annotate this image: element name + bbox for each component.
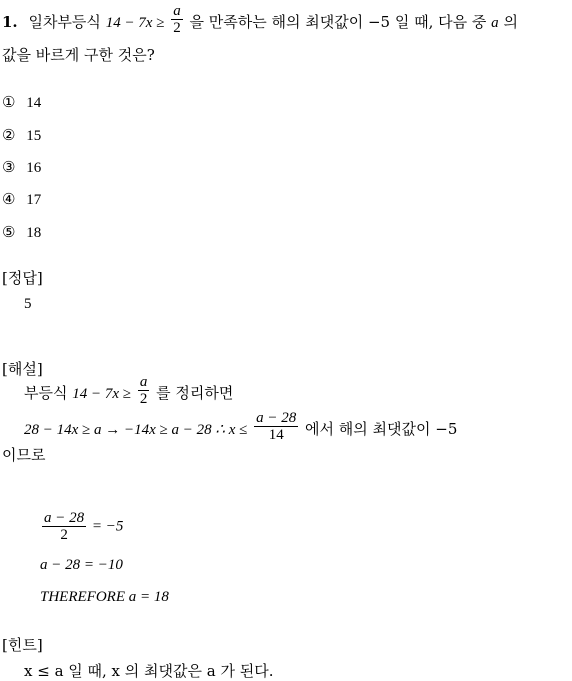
solution-expr: 14 − 7x ≥	[72, 386, 132, 402]
solution-step-1	[40, 510, 123, 544]
solution-fraction-2	[254, 410, 298, 444]
choice-5-mark: ⑤	[2, 223, 16, 241]
step1-rhs: = −5	[91, 518, 124, 535]
question-line-1	[2, 3, 518, 40]
solution-fraction	[138, 374, 150, 408]
choice-1-mark: ①	[2, 93, 16, 111]
step1-frac-den: 2	[60, 527, 68, 543]
choice-4-mark: ④	[2, 190, 16, 208]
choice-2[interactable]	[2, 126, 41, 145]
answer-value: 5	[24, 296, 32, 312]
choice-4-value: 17	[26, 192, 42, 208]
question-fraction	[171, 3, 183, 37]
choice-3[interactable]	[2, 158, 41, 177]
hint-label: [힌트]	[2, 636, 43, 654]
solution-frac-den: 2	[139, 391, 148, 407]
choice-5-value: 18	[26, 225, 42, 241]
question-frac-den: 2	[173, 20, 181, 36]
question-frac-num: a	[173, 3, 181, 19]
choice-5[interactable]	[2, 223, 41, 242]
solution-text-a: 부등식	[24, 384, 68, 402]
question-text-b: 을 만족하는 해의 최댓값이 −5 일 때, 다음 중	[189, 13, 487, 31]
choice-4[interactable]	[2, 190, 41, 209]
solution-text-c: 에서 해의 최댓값이 −5	[305, 420, 458, 438]
step1-fraction	[42, 510, 86, 544]
solution-step-3: THEREFORE a = 18	[40, 589, 169, 605]
answer-label: [정답]	[2, 269, 43, 287]
choice-2-mark: ②	[2, 126, 16, 144]
question-text-c: 의	[503, 13, 518, 31]
solution-line-2	[24, 410, 458, 447]
choice-2-value: 15	[26, 128, 42, 144]
solution-derivation: 28 − 14x ≥ a → −14x ≥ a − 28 ∴ x ≤	[24, 422, 248, 438]
solution-frac-num: a	[139, 374, 148, 390]
solution-text-b: 를 정리하면	[156, 384, 234, 402]
solution-frac2-den: 14	[268, 427, 284, 443]
solution-line-1	[24, 374, 234, 411]
question-expr: 14 − 7x ≥	[105, 15, 165, 31]
solution-step-2: a − 28 = −10	[40, 557, 123, 573]
choice-3-mark: ③	[2, 158, 16, 176]
solution-line-3: 이므로	[2, 446, 46, 464]
choice-1-value: 14	[26, 95, 42, 111]
solution-label: [해설]	[2, 360, 43, 378]
choice-3-value: 16	[26, 160, 42, 176]
question-number: 1.	[2, 13, 18, 31]
solution-frac2-num: a − 28	[256, 410, 297, 426]
question-var: a	[491, 15, 499, 31]
step1-frac-num: a − 28	[44, 510, 85, 526]
choice-1[interactable]	[2, 93, 41, 112]
hint-text: x ≤ a 일 때, x 의 최댓값은 a 가 된다.	[24, 662, 274, 680]
question-line-2: 값을 바르게 구한 것은?	[2, 46, 155, 64]
question-text-a: 일차부등식	[28, 13, 101, 31]
